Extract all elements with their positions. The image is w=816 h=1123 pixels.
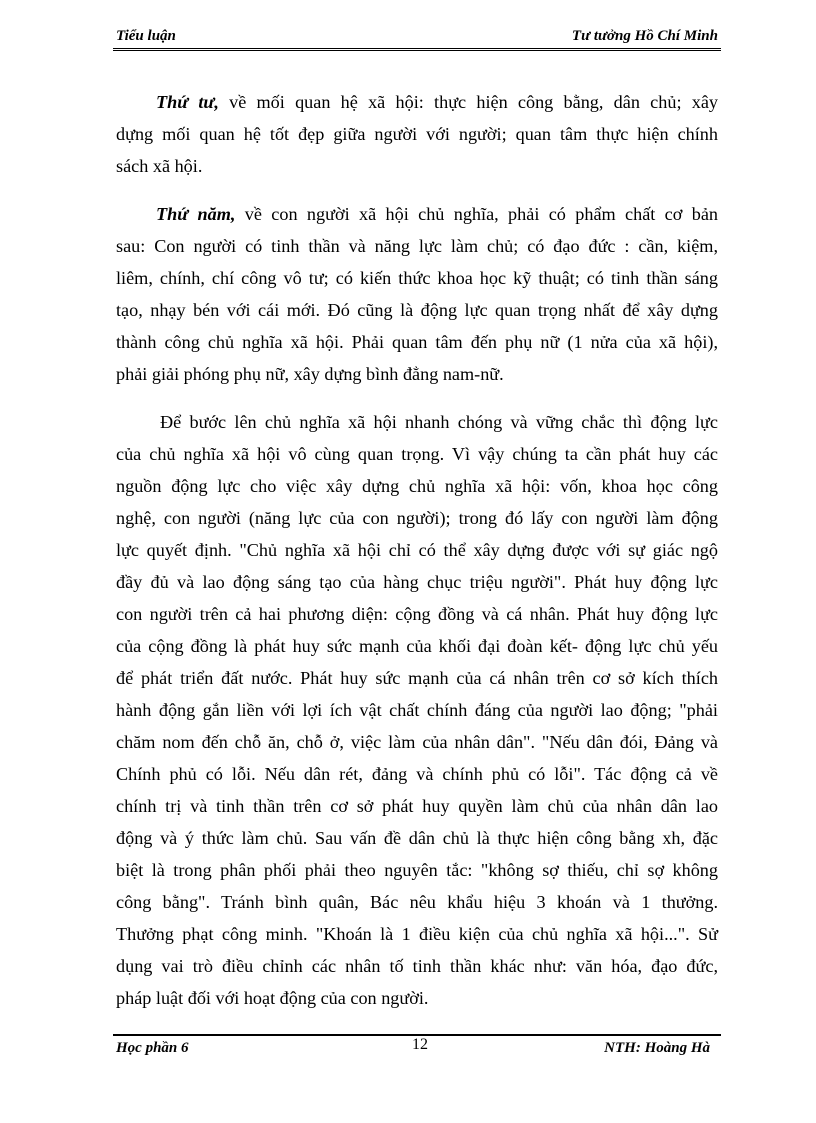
page-footer — [116, 1038, 718, 1060]
document-body — [116, 86, 718, 1030]
text-line — [116, 566, 718, 598]
line-text: phải giải phóng phụ nữ, xây dựng bình đẳng nam-nữ. — [116, 364, 504, 384]
line-text: đầy đủ và lao động sáng tạo của hàng chục triệu người". Phát huy động lực — [116, 572, 718, 592]
line-text: dụng vai trò điều chỉnh các nhân tố tinh thần khác như: văn hóa, đạo đức, — [116, 956, 718, 976]
page-number: 12 — [412, 1036, 428, 1053]
text-line — [116, 150, 718, 182]
paragraph — [116, 198, 718, 390]
text-line — [116, 502, 718, 534]
line-text: chính trị và tinh thần trên cơ sở phát huy quyền làm chủ của nhân dân lao — [116, 796, 718, 816]
text-line — [116, 598, 718, 630]
text-line — [116, 694, 718, 726]
text-line — [116, 358, 718, 390]
text-line — [116, 630, 718, 662]
text-line — [116, 294, 718, 326]
header-left: Tiểu luận — [116, 28, 176, 44]
text-line — [116, 534, 718, 566]
text-line — [116, 950, 718, 982]
line-text: sách xã hội. — [116, 156, 203, 176]
line-text: nghệ, con người (năng lực của con người); trong đó lấy con người làm động — [116, 508, 718, 528]
text-line — [116, 918, 718, 950]
line-text: biệt là trong phân phối phải theo nguyên tắc: "không sợ thiếu, chỉ sợ không — [116, 860, 718, 880]
page-header — [116, 26, 718, 48]
text-line — [116, 118, 718, 150]
line-text: thành công chủ nghĩa xã hội. Phải quan tâm đến phụ nữ (1 nửa của xã hội), — [116, 332, 718, 352]
line-text: để phát triển đất nước. Phát huy sức mạnh của cá nhân trên cơ sở kích thích — [116, 668, 718, 688]
line-text: sau: Con người có tinh thần và năng lực làm chủ; có đạo đức : cần, kiệm, — [116, 236, 718, 256]
text-line — [116, 662, 718, 694]
text-line — [116, 86, 718, 118]
paragraph — [116, 86, 718, 182]
text-line — [116, 854, 718, 886]
text-line — [116, 230, 718, 262]
line-text: nguồn động lực cho việc xây dựng chủ nghĩa xã hội: vốn, khoa học công — [116, 476, 718, 496]
line-text: Thưởng phạt công minh. "Khoán là 1 điều kiện của chủ nghĩa xã hội...". Sử — [116, 924, 718, 944]
text-line — [116, 886, 718, 918]
line-text: về con người xã hội chủ nghĩa, phải có phẩm chất cơ bản — [235, 204, 718, 224]
text-line — [116, 438, 718, 470]
text-line — [116, 326, 718, 358]
header-rule — [113, 48, 721, 51]
text-line — [116, 726, 718, 758]
line-text: liêm, chính, chí công vô tư; có kiến thức khoa học kỹ thuật; có tinh thần sáng — [116, 268, 718, 288]
line-text: của cộng đồng là phát huy sức mạnh của khối đại đoàn kết- động lực chủ yếu — [116, 636, 718, 656]
text-line — [116, 790, 718, 822]
line-text: dựng mối quan hệ tốt đẹp giữa người với người; quan tâm thực hiện chính — [116, 124, 718, 144]
text-line — [116, 406, 718, 438]
line-text: hành động gắn liền với lợi ích vật chất chính đáng của người lao động; "phải — [116, 700, 718, 720]
line-text: chăm nom đến chỗ ăn, chỗ ở, việc làm của nhân dân". "Nếu dân đói, Đảng và — [116, 732, 718, 752]
line-text: lực quyết định. "Chủ nghĩa xã hội chỉ có thể xây dựng được với sự giác ngộ — [116, 540, 718, 560]
line-text: Để bước lên chủ nghĩa xã hội nhanh chóng và vững chắc thì động lực — [160, 412, 718, 432]
paragraph-lead: Thứ tư, — [156, 92, 219, 112]
line-text: pháp luật đối với hoạt động của con người. — [116, 988, 429, 1008]
text-line — [116, 198, 718, 230]
line-text: công bằng". Tránh bình quân, Bác nêu khẩu hiệu 3 khoán và 1 thưởng. — [116, 892, 718, 912]
footer-right: NTH: Hoàng Hà — [604, 1040, 710, 1056]
line-text: động và ý thức làm chủ. Sau vấn đề dân chủ là thực hiện công bằng xh, đặc — [116, 828, 718, 848]
line-text: về mối quan hệ xã hội: thực hiện công bằng, dân chủ; xây — [218, 92, 718, 112]
paragraph-lead: Thứ năm, — [156, 204, 236, 224]
text-line — [116, 982, 718, 1014]
footer-left: Học phần 6 — [116, 1040, 189, 1056]
header-right: Tư tưởng Hồ Chí Minh — [571, 28, 718, 44]
text-line — [116, 758, 718, 790]
line-text: của chủ nghĩa xã hội vô cùng quan trọng. Vì vậy chúng ta cần phát huy các — [116, 444, 718, 464]
line-text: tạo, nhạy bén với cái mới. Đó cũng là động lực quan trọng nhất để xây dựng — [116, 300, 718, 320]
paragraph — [116, 406, 718, 1014]
text-line — [116, 470, 718, 502]
line-text: con người trên cả hai phương diện: cộng đồng và cá nhân. Phát huy động lực — [116, 604, 718, 624]
line-text: Chính phủ có lỗi. Nếu dân rét, đảng và chính phủ có lỗi". Tác động cả về — [116, 764, 718, 784]
text-line — [116, 822, 718, 854]
text-line — [116, 262, 718, 294]
